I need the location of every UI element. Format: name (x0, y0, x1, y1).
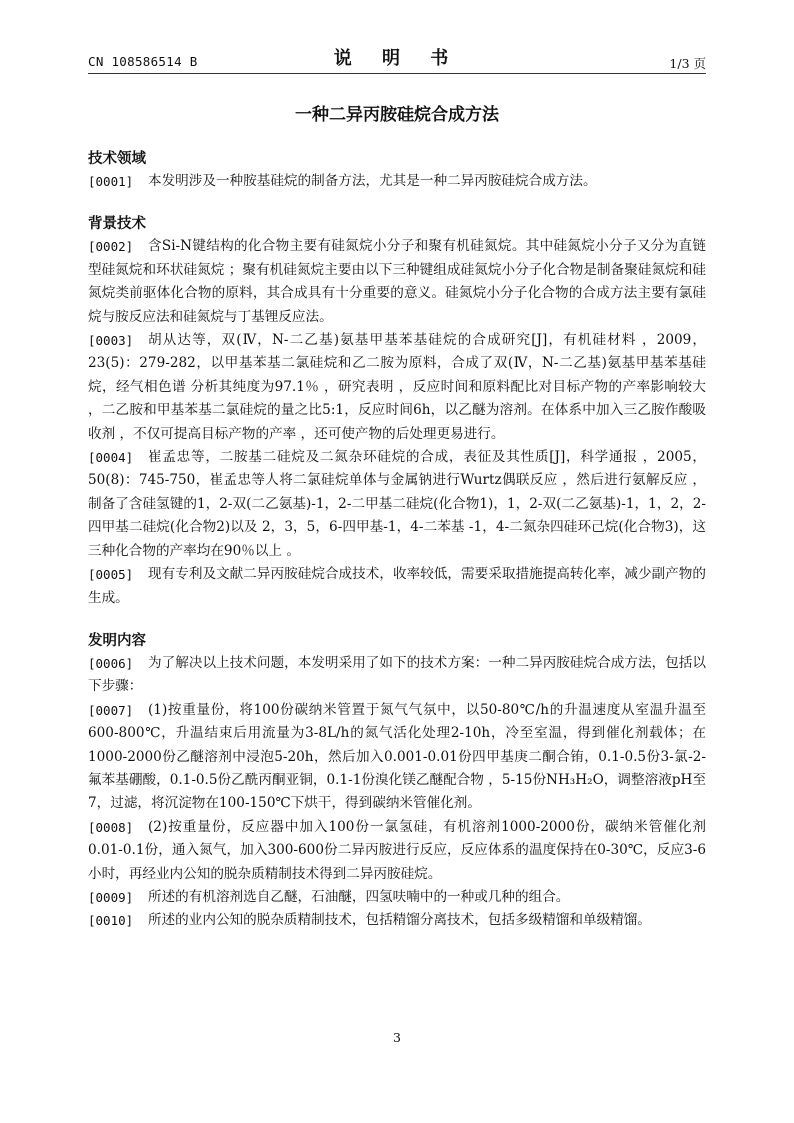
paragraph-0009 (88, 886, 706, 909)
section-heading-field: 技术领域 (88, 151, 146, 167)
paragraph-text: (2)按重量份，反应器中加入100份一氯氢硅，有机溶剂1000-2000份，碳纳米管催化剂0.01-0.1份，通入氮气，加入300-600份二异丙胺进行反应，反应体系的温度保持在0-30℃，反应3-6小时，再经业内公知的脱杂质精制技术得到二异丙胺硅烷。 (88, 818, 706, 882)
paragraph-text: 现有专利及文献二异丙胺硅烷合成技术，收率较低，需要采取措施提高转化率，减少副产物的生成。 (88, 566, 706, 606)
section-heading-invention: 发明内容 (88, 632, 146, 649)
paragraph-number: [0004] (88, 450, 134, 466)
header-divider (88, 73, 706, 74)
document-body (88, 148, 706, 933)
patent-number: CN 108586514 B (88, 54, 198, 69)
paragraph-number: [0003] (88, 333, 134, 349)
paragraph-number: [0001] (88, 174, 134, 189)
paragraph-number: [0002] (88, 239, 134, 255)
paragraph-number: [0007] (88, 702, 134, 718)
page-info: 1/3 页 (669, 56, 706, 71)
paragraph-0007 (88, 699, 706, 816)
paragraph-text: 本发明涉及一种胺基硅烷的制备方法，尤其是一种二异丙胺硅烷合成方法。 (148, 173, 597, 189)
paragraph-text: 崔孟忠等，二胺基二硅烷及二氮杂环硅烷的合成，表征及其性质[J]，科学通报 ，2005，50(8)：745-750，崔孟忠等人将二氯硅烷单体与金属钠进行Wurtz偶联反应 ，然后进行氨解反应 ，制备了含硅氢键的1，2-双(二乙氨基)-1，2-二甲基二硅烷(化合物1)，1，2-双(二乙氨基)-1，1，2，2-四甲基二硅烷(化合物2)以及 2，3，5，6-四甲基-1，4-二苯基 -1，4-二氮杂四硅环己烷(化合物3)，这三种化合物的产率均在90％以上 。 (88, 449, 706, 559)
paragraph-0004 (88, 446, 706, 563)
paragraph-number: [0006] (88, 655, 134, 671)
paragraph-number: [0010] (88, 913, 134, 929)
document-title: 一种二异丙胺硅烷合成方法 (295, 105, 499, 125)
paragraph-text: 所述的有机溶剂选自乙醚，石油醚，四氢呋喃中的一种或几种的组合。 (148, 888, 570, 905)
paragraph-0010 (88, 909, 706, 932)
paragraph-text: (1)按重量份，将100份碳纳米管置于氮气气氛中，以50-80℃/h的升温速度从室温升温至600-800℃，升温结束后用流量为3-8L/h的氮气活化处理2-10h，冷至室温，得到催化剂载体；在1000-2000份乙醚溶剂中浸泡5-20h，然后加入0.001-0.01份四甲基庚二酮合铕，0.1-0.5份3-氯-2-氟苯基硼酸，0.1-0.5份乙酰丙酮亚铜，0.1-1份溴化镁乙醚配合物 ，5-15份NH₃H₂O，调整溶液pH至7，过滤，将沉淀物在100-150℃下烘干，得到碳纳米管催化剂。 (88, 701, 706, 812)
paragraph-text: 胡从达等，双(Ⅳ，N-二乙基)氨基甲基苯基硅烷的合成研究[J]，有机硅材料 ，2009，23(5)：279-282，以甲基苯基二氯硅烷和乙二胺为原料，合成了双(Ⅳ，N-二乙基)氨基甲基苯基硅烷，经气相色谱 分析其纯度为97.1％ ，研究表明 ，反应时间和原料配比对目标产物的产率影响较大 ，二乙胺和甲基苯基二氯硅烷的量之比5:1，反应时间6h，以乙醚为溶剂。在体系中加入三乙胺作酸吸收剂 ，不仅可提高目标产物的产率 ，还可使产物的后处理更易进行。 (88, 332, 706, 442)
paragraph-0005 (88, 563, 706, 610)
paragraph-text: 所述的业内公知的脱杂质精制技术，包括精馏分离技术，包括多级精馏和单级精馏。 (148, 912, 651, 929)
paragraph-0003 (88, 329, 706, 446)
section-heading-background: 背景技术 (88, 216, 146, 233)
paragraph-0008 (88, 816, 706, 886)
paragraph-number: [0009] (88, 889, 134, 905)
paragraph-0001 (88, 170, 706, 193)
paragraph-0006 (88, 652, 706, 699)
header-title: 说 明 书 (333, 48, 461, 69)
paragraph-text: 为了解决以上技术问题，本发明采用了如下的技术方案：一种二异丙胺硅烷合成方法，包括以下步骤： (88, 654, 706, 695)
page-number: 3 (393, 1030, 401, 1045)
paragraph-number: [0005] (88, 567, 134, 583)
paragraph-0002 (88, 235, 706, 329)
paragraph-text: 含Si-N键结构的化合物主要有硅氮烷小分子和聚有机硅氮烷。其中硅氮烷小分子又分为直链型硅氮烷和环状硅氮烷 ；聚有机硅氮烷主要由以下三种键组成硅氮烷小分子化合物是制备聚硅氮烷和硅氮烷类前驱体化合物的原料，其合成具有十分重要的意义。硅氮烷小分子化合物的合成方法主要有氯硅烷与胺反应法和硅氮烷与丁基锂反应法。 (88, 238, 706, 325)
paragraph-number: [0008] (88, 819, 134, 835)
